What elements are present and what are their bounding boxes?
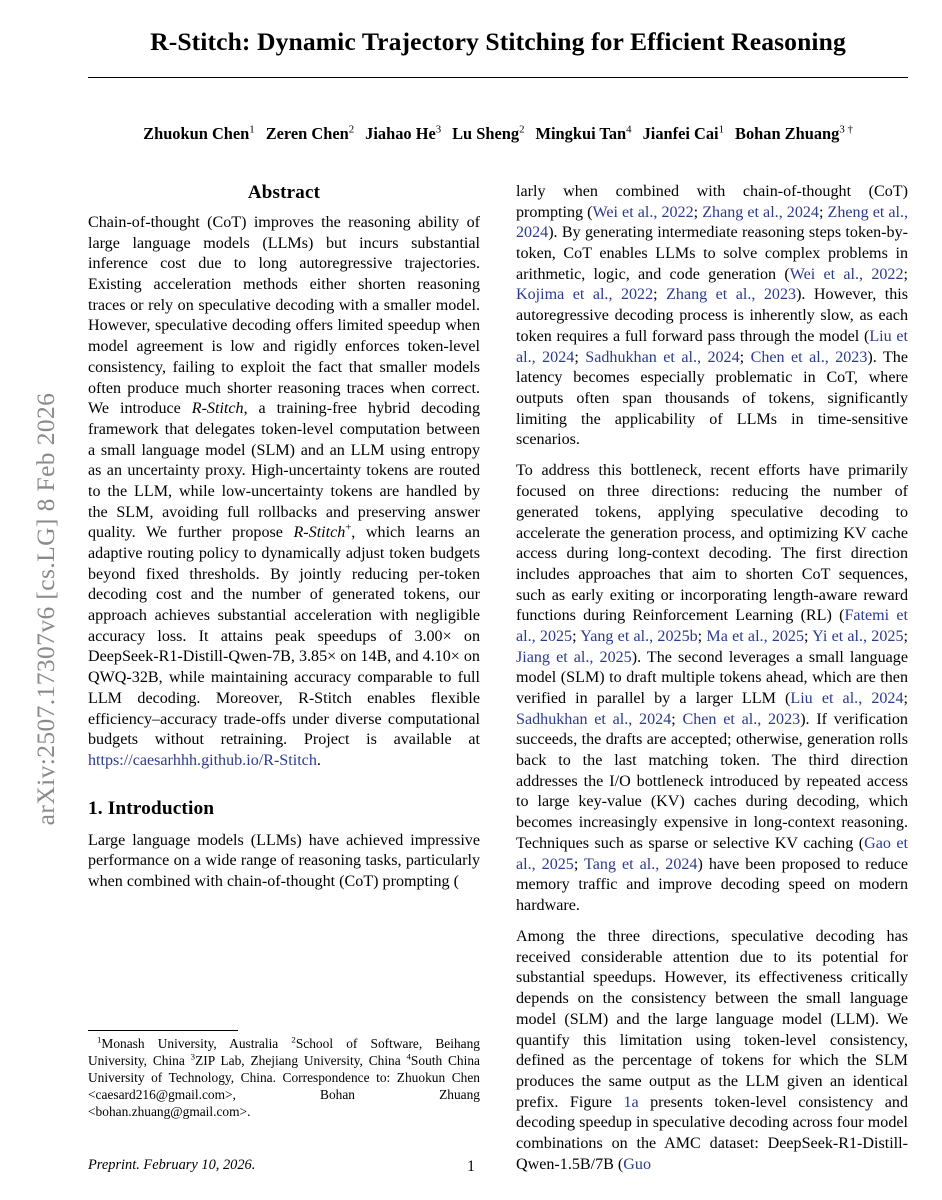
footnote-marker-1: 1 <box>97 1034 102 1045</box>
footnote-divider <box>88 1030 238 1031</box>
footnote-text-part: School of Software, Beihang University, China <box>88 1036 480 1068</box>
citation-link[interactable]: Kojima et al., 2022 <box>516 286 654 304</box>
citation-link[interactable]: Chen et al., 2023 <box>682 710 801 728</box>
citation-link[interactable]: Guo <box>623 1155 651 1173</box>
citation-separator: ; <box>572 627 581 645</box>
abstract-text-part: on DeepSeek-R1-Distill-Qwen-7B, <box>88 627 481 666</box>
abstract-text-part: Chain-of-thought (CoT) improves the reasoning ability of large language models (LLMs) but incurs substantial inference cost due to long autoregressive trajectories. Existing acceleration methods either shorten reasoning traces or rely on speculative decoding with a smaller model. However, speculative decoding offers limited speedup when model agreement is low and rigidly enforces token-level consistency, failing to exploit the fact that smaller models often produce much shorter reasoning traces when correct. We introduce <box>88 214 480 418</box>
author-affiliation-marker: 2 <box>348 123 355 136</box>
author-entry <box>735 124 853 143</box>
affiliation-footnote <box>88 1036 480 1121</box>
citation-separator: ; <box>574 348 586 366</box>
citation-link[interactable]: Yang et al., 2025b <box>580 627 698 645</box>
right-column <box>516 182 908 1186</box>
author-entry <box>143 124 255 143</box>
intro-paragraph-1-left <box>88 831 480 893</box>
intro-text-part: Among the three directions, speculative decoding has received considerable attention due to its potential for substantial speedups. However, its effectiveness critically depends on the consistency between the small language model (SLM) and the large language model (LLM). We quantify this limitation using token-level consistency, defined as the percentage of tokens for which the SLM produces the same output as the LLM given an identical prefix. Figure <box>516 928 908 1111</box>
author-name: Mingkui Tan <box>535 123 627 143</box>
citation-link[interactable]: Liu et al., 2024 <box>516 327 908 366</box>
page-number: 1 <box>467 1158 475 1175</box>
figure-reference-link[interactable]: 1a <box>623 1093 639 1111</box>
citation-link[interactable]: Wei et al., 2022 <box>592 203 694 221</box>
abstract-text-part: . <box>316 751 321 769</box>
citation-link[interactable]: Wei et al., 2022 <box>789 265 904 283</box>
citation-link[interactable]: Jiang et al., 2025 <box>516 648 632 666</box>
abstract-text-part: , which learns an adaptive routing policy to dynamically adjust token budgets beyond fixed thresholds. By jointly reducing per-token decoding cost and the number of generated tokens, our approach achieves substantial acceleration with negligible accuracy loss. It attains peak speedups of <box>88 524 480 645</box>
citation-link[interactable]: Gao et al., 2025 <box>516 834 909 873</box>
speedup-value-14b: 3.85× <box>298 648 337 666</box>
citation-separator: ; <box>671 710 683 728</box>
intro-paragraph-3 <box>516 927 908 1175</box>
author-list <box>88 123 908 146</box>
citation-separator: ; <box>653 286 667 304</box>
citation-separator: ; <box>903 265 908 283</box>
author-affiliation-marker: 3 <box>435 123 442 136</box>
footnote-text-part: South China University of Technology, China. Correspondence to: Zhuokun Chen <caesard216@gmail.com>, Bohan Zhuang <bohan.zhuang@gmail.com>. <box>88 1052 480 1119</box>
author-name: Zhuokun Chen <box>143 123 250 143</box>
abstract-text-part: on QWQ-32B, while maintaining accuracy comparable to full LLM decoding. Moreover, R-Stitch enables flexible efficiency–accuracy trade-offs under diverse computational budgets without retraining. Project is available at <box>88 648 480 749</box>
paper-page <box>88 0 908 1200</box>
rstitch-plus-superscript: + <box>345 522 352 534</box>
citation-link[interactable]: Chen et al., 2023 <box>750 348 868 366</box>
citation-link[interactable]: Fatemi et al., 2025 <box>516 607 908 645</box>
two-column-body <box>88 182 908 1182</box>
author-affiliation-marker: 1 <box>718 123 725 136</box>
footnote-area <box>88 1030 480 1174</box>
citation-separator: ; <box>818 203 828 221</box>
page-title: R-Stitch: Dynamic Trajectory Stitching for Efficient Reasoning <box>150 27 846 56</box>
preprint-notice: Preprint. February 10, 2026. <box>88 1156 256 1173</box>
author-entry <box>266 124 354 143</box>
title-divider <box>88 77 908 78</box>
abstract-text-part: , a training-free hybrid decoding framework that delegates token-level computation between a small language model (SLM) and an LLM using entropy as an uncertainty proxy. High-uncertainty tokens are routed to the LLM, while low-uncertainty tokens are handled by the SLM, avoiding full rollbacks and preserving answer quality. We further propose <box>88 400 480 542</box>
intro-text-part: ) have been proposed to reduce memory traffic and improve decoding speed on modern hardware. <box>516 855 908 914</box>
abstract-text-part: on 14B, and <box>336 648 423 666</box>
abstract-paragraph <box>88 213 480 772</box>
citation-link[interactable]: Ma et al., 2025 <box>706 627 805 645</box>
intro-text-part: Large language models (LLMs) have achieved impressive performance on a wide range of reasoning tasks, particularly when combined with chain-of-thought (CoT) prompting ( <box>88 831 480 890</box>
footnote-marker-4: 4 <box>406 1051 411 1062</box>
abstract-heading: Abstract <box>247 182 321 203</box>
author-affiliation-marker: 2 <box>519 123 525 136</box>
project-url-link[interactable]: https://caesarhhh.github.io/R-Stitch <box>88 751 317 769</box>
footnote-text-part: ZIP Lab, Zhejiang University, China <box>195 1052 407 1068</box>
citation-link[interactable]: Liu et al., 2024 <box>790 690 904 707</box>
citation-link[interactable]: Zhang et al., 2024 <box>702 203 819 221</box>
intro-text-part: larly when combined with chain-of-thought (CoT) prompting ( <box>516 183 908 221</box>
citation-link[interactable]: Sadhukhan et al., 2024 <box>585 348 740 366</box>
citation-separator: ; <box>739 348 751 366</box>
footnote-marker-2: 2 <box>291 1034 296 1045</box>
author-affiliation-marker: 3 † <box>839 123 853 136</box>
intro-text-part: ). If verification succeeds, the drafts are accepted; otherwise, generation rolls back to the last matching token. The third direction addresses the I/O bottleneck introduced by repeated access to large key-value (KV) caches during decoding, which becomes increasingly expensive in long-context reasoning. Techniques such as sparse or selective KV caching ( <box>516 710 908 852</box>
author-entry <box>536 124 632 143</box>
citation-link[interactable]: Yi et al., 2025 <box>812 627 904 645</box>
intro-paragraph-1-right <box>516 182 908 451</box>
citation-separator: ; <box>693 203 703 221</box>
citation-link[interactable]: Zheng et al., 2024 <box>516 203 909 242</box>
footnote-marker-3: 3 <box>190 1051 196 1062</box>
citation-link[interactable]: Zhang et al., 2023 <box>666 286 797 304</box>
intro-text-part: presents token-level consistency and decoding speedup in speculative decoding across four model combinations on the AMC dataset: DeepSeek-R1-Distill-Qwen-1.5B/7B ( <box>516 1093 909 1173</box>
author-name: Zeren Chen <box>265 123 349 143</box>
speedup-value-7b: 3.00× <box>414 627 452 645</box>
intro-text-part: ). The latency becomes especially problematic in CoT, where outputs often span thousands of tokens, significantly limiting the applicability of LLMs in time-sensitive scenarios. <box>516 348 908 449</box>
left-column <box>88 182 481 1173</box>
intro-text-part: To address this bottleneck, recent efforts have primarily focused on three directions: reducing the number of generated tokens, applying speculative decoding to accelerate the generation process, and optimizing KV cache access during long-context decoding. The first direction includes approaches that aim to shorten CoT sequences, such as early exiting or incorporating length-aware reward functions during Reinforcement Learning (RL) ( <box>516 462 908 625</box>
author-affiliation-marker: 4 <box>626 123 632 136</box>
citation-link[interactable]: Tang et al., 2024 <box>584 855 698 873</box>
citation-link[interactable]: Sadhukhan et al., 2024 <box>516 710 672 728</box>
author-affiliation-marker: 1 <box>249 123 255 136</box>
arxiv-stamp: arXiv:2507.17307v6 [cs.LG] 8 Feb 2026 <box>31 392 60 826</box>
citation-separator: ; <box>573 855 585 873</box>
intro-text-part: ). The second leverages a small language model (SLM) to draft multiple tokens ahead, which are then verified in parallel by a larger LLM ( <box>516 648 908 707</box>
title-block <box>88 0 908 78</box>
footnote-text-part: Monash University, Australia <box>101 1036 292 1051</box>
author-entry <box>365 124 441 143</box>
author-name: Jiahao He <box>365 123 436 143</box>
speedup-value-32b: 4.10× <box>422 648 460 666</box>
citation-separator: ; <box>903 690 908 707</box>
method-name-rstitch: R-Stitch <box>191 400 244 418</box>
section-heading-introduction: 1. Introduction <box>88 797 215 819</box>
author-entry <box>452 124 524 143</box>
method-name-rstitch-plus: R-Stitch <box>293 524 346 542</box>
author-name: Lu Sheng <box>452 123 520 143</box>
intro-text-part: ). By generating intermediate reasoning steps token-by-token, CoT enables LLMs to solve complex problems in arithmetic, logic, and code generation ( <box>516 224 908 283</box>
citation-separator: ; <box>903 627 908 645</box>
author-name: Jianfei Cai <box>642 123 719 143</box>
citation-separator: ; <box>804 627 813 645</box>
intro-text-part: ). However, this autoregressive decoding process is inherently slow, as each token requires a full forward pass through the model ( <box>516 286 908 345</box>
citation-separator: ; <box>697 627 707 645</box>
intro-paragraph-2 <box>516 461 908 916</box>
author-name: Bohan Zhuang <box>735 123 840 143</box>
author-entry <box>643 124 724 143</box>
